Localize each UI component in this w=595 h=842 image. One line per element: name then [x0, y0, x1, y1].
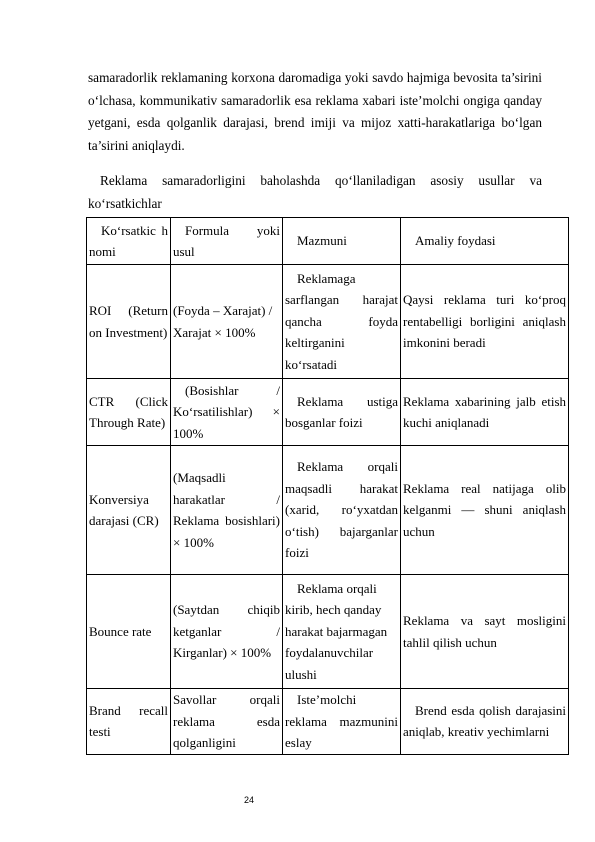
table-intro-paragraph: Reklama samaradorligini baholashda qo‘llaniladigan asosiy usullar va ko‘rsatkichlar — [88, 173, 542, 211]
cell-meaning: Reklamaga sarflangan harajat qancha foyda keltirganini ko‘rsatadi — [283, 265, 401, 379]
header-benefit: Amaliy foydasi — [401, 218, 569, 265]
table-row — [87, 379, 569, 446]
cell-meaning: Reklama orqali maqsadli harakat (xarid, ro‘yxatdan o‘tish) bajarganlar foizi — [283, 446, 401, 575]
cell-meaning: Reklama ustiga bosganlar foizi — [283, 379, 401, 446]
header-indicator-name: Ko‘rsatkic h nomi — [87, 218, 171, 265]
cell-formula: Savollar orqali reklama esda qolganligini — [171, 689, 283, 755]
cell-meaning: Iste’molchi reklama mazmunini eslay — [283, 689, 401, 755]
table-header-row — [87, 218, 569, 265]
cell-indicator-name: Brand recall testi — [87, 689, 171, 755]
cell-meaning: Reklama orqali kirib, hech qanday harakat bajarmagan foydalanuvchilar ulushi — [283, 575, 401, 689]
body-paragraph-continuation: samaradorlik reklamaning korxona daromadiga yoki savdo hajmiga bevosita ta’sirini o‘lchasa, kommunikativ samaradorlik esa reklama xabari iste’molchi ongiga qanday yetgani, esda qolganlik darajasi, brend imiji va mijoz xatti-harakatlariga bo‘lgan ta’sirini aniqlaydi. — [88, 70, 542, 153]
cell-indicator-name: Bounce rate — [87, 575, 171, 689]
cell-indicator-name: ROI (Return on Investment) — [87, 265, 171, 379]
table-row — [87, 446, 569, 575]
header-formula: Formula yoki usul — [171, 218, 283, 265]
cell-formula: (Saytdan chiqib ketganlar / Kirganlar) × 100% — [171, 575, 283, 689]
table-row — [87, 689, 569, 755]
metrics-table — [86, 217, 569, 755]
cell-indicator-name: CTR (Click Through Rate) — [87, 379, 171, 446]
table-row — [87, 265, 569, 379]
cell-benefit: Reklama xabarining jalb etish kuchi aniqlanadi — [401, 379, 569, 446]
cell-formula: (Maqsadli harakatlar / Reklama bosishlari) × 100% — [171, 446, 283, 575]
cell-indicator-name: Konversiya darajasi (CR) — [87, 446, 171, 575]
cell-formula: (Bosishlar / Ko‘rsatilishlar) × 100% — [171, 379, 283, 446]
header-meaning: Mazmuni — [283, 218, 401, 265]
cell-benefit: Qaysi reklama turi ko‘proq rentabelligi borligini aniqlash imkonini beradi — [401, 265, 569, 379]
cell-benefit: Brend esda qolish darajasini aniqlab, kreativ yechimlarni — [401, 689, 569, 755]
cell-benefit: Reklama real natijaga olib kelganmi — shuni aniqlash uchun — [401, 446, 569, 575]
page-number: 24 — [244, 795, 255, 805]
cell-benefit: Reklama va sayt mosligini tahlil qilish uchun — [401, 575, 569, 689]
cell-formula: (Foyda – Xarajat) / Xarajat × 100% — [171, 265, 283, 379]
table-row — [87, 575, 569, 689]
